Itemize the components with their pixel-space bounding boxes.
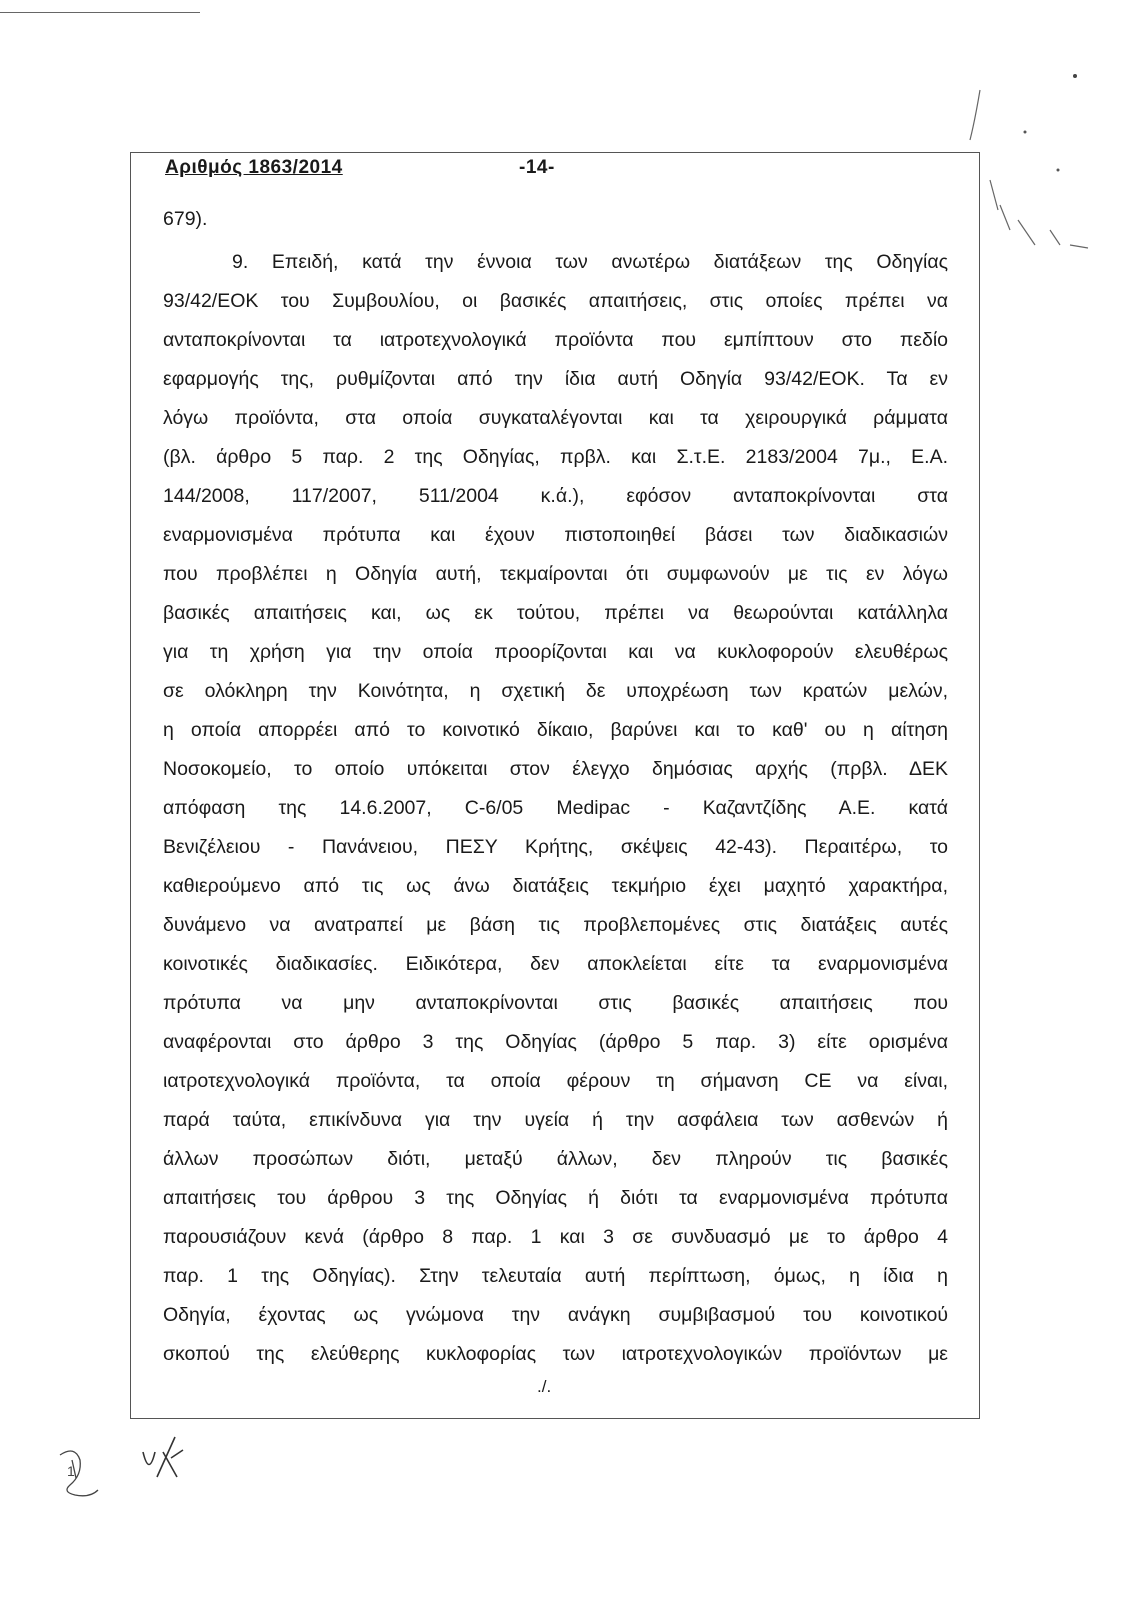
handwritten-initials xyxy=(135,1432,195,1492)
text-line: 93/42/ΕΟΚ του Συμβουλίου, οι βασικές απαιτήσεις, στις οποίες πρέπει να xyxy=(163,290,948,312)
text-line: για τη χρήση για την οποία προορίζονται και να κυκλοφορούν ελευθέρως xyxy=(163,641,948,663)
text-line: εναρμονισμένα πρότυπα και έχουν πιστοποιηθεί βάσει των διαδικασιών xyxy=(163,524,948,546)
scan-noise-marks xyxy=(940,70,1100,270)
top-rule xyxy=(0,12,200,13)
text-line: άλλων προσώπων διότι, μεταξύ άλλων, δεν πληρούν τις βασικές xyxy=(163,1148,948,1170)
text-line: σε ολόκληρη την Κοινότητα, η σχετική δε υποχρέωση των κρατών μελών, xyxy=(163,680,948,702)
text-line: λόγω προϊόντα, στα οποία συγκαταλέγονται και τα χειρουργικά ράμματα xyxy=(163,407,948,429)
text-line: απαιτήσεις του άρθρου 3 της Οδηγίας ή διότι τα εναρμονισμένα πρότυπα xyxy=(163,1187,948,1209)
text-line: η οποία απορρέει από το κοινοτικό δίκαιο, βαρύνει και το καθ' ου η αίτηση xyxy=(163,719,948,741)
handwritten-digit: 1 xyxy=(67,1463,75,1479)
text-line: κοινοτικές διαδικασίες. Ειδικότερα, δεν αποκλείεται είτε τα εναρμονισμένα xyxy=(163,953,948,975)
text-line: Βενιζέλειου - Πανάνειου, ΠΕΣΥ Κρήτης, σκέψεις 42-43). Περαιτέρω, το xyxy=(163,836,948,858)
text-line: αναφέρονται στο άρθρο 3 της Οδηγίας (άρθρο 5 παρ. 3) είτε ορισμένα xyxy=(163,1031,948,1053)
text-line: καθιερούμενο από τις ως άνω διατάξεις τεκμήριο έχει μαχητό χαρακτήρα, xyxy=(163,875,948,897)
text-line: πρότυπα να μην ανταποκρίνονται στις βασικές απαιτήσεις που xyxy=(163,992,948,1014)
text-line: ιατροτεχνολογικά προϊόντα, τα οποία φέρουν τη σήμανση CE να είναι, xyxy=(163,1070,948,1092)
text-line: παρουσιάζουν κενά (άρθρο 8 παρ. 1 και 3 σε συνδυασμό με το άρθρο 4 xyxy=(163,1226,948,1248)
text-line: σκοπού της ελεύθερης κυκλοφορίας των ιατροτεχνολογικών προϊόντων με xyxy=(163,1343,948,1365)
page-number: -14- xyxy=(519,157,555,178)
text-line: εφαρμογής της, ρυθμίζονται από την ίδια αυτή Οδηγία 93/42/ΕΟΚ. Τα εν xyxy=(163,368,948,390)
text-line: Οδηγία, έχοντας ως γνώμονα την ανάγκη συμβιβασμού του κοινοτικού xyxy=(163,1304,948,1326)
text-line: παρ. 1 της Οδηγίας). Στην τελευταία αυτή περίπτωση, όμως, η ίδια η xyxy=(163,1265,948,1287)
handwritten-mark-left xyxy=(50,1440,110,1510)
text-line: βασικές απαιτήσεις και, ως εκ τούτου, πρέπει να θεωρούνται κατάλληλα xyxy=(163,602,948,624)
text-line: (βλ. άρθρο 5 παρ. 2 της Οδηγίας, πρβλ. και Σ.τ.Ε. 2183/2004 7μ., Ε.Α. xyxy=(163,446,948,468)
text-line: απόφαση της 14.6.2007, C-6/05 Medipac - Καζαντζίδης Α.Ε. κατά xyxy=(163,797,948,819)
text-line: 144/2008, 117/2007, 511/2004 κ.ά.), εφόσον ανταποκρίνονται στα xyxy=(163,485,948,507)
text-line: παρά ταύτα, επικίνδυνα για την υγεία ή την ασφάλεια των ασθενών ή xyxy=(163,1109,948,1131)
page-header xyxy=(165,157,555,179)
text-line: 9. Επειδή, κατά την έννοια των ανωτέρω διατάξεων της Οδηγίας xyxy=(232,251,948,273)
text-line: που προβλέπει η Οδηγία αυτή, τεκμαίρονται ότι συμφωνούν με τις εν λόγω xyxy=(163,563,948,585)
text-line: ανταποκρίνονται τα ιατροτεχνολογικά προϊόντα που εμπίπτουν στο πεδίο xyxy=(163,329,948,351)
text-line: δυνάμενο να ανατραπεί με βάση τις προβλεπομένες στις διατάξεις αυτές xyxy=(163,914,948,936)
continuation-mark: ./. xyxy=(537,1377,552,1396)
text-line: Νοσοκομείο, το οποίο υπόκειται στον έλεγχο δημόσιας αρχής (πρβλ. ΔΕΚ xyxy=(163,758,948,780)
document-number: Αριθμός 1863/2014 xyxy=(165,157,343,178)
text-line: 679). xyxy=(163,208,208,230)
